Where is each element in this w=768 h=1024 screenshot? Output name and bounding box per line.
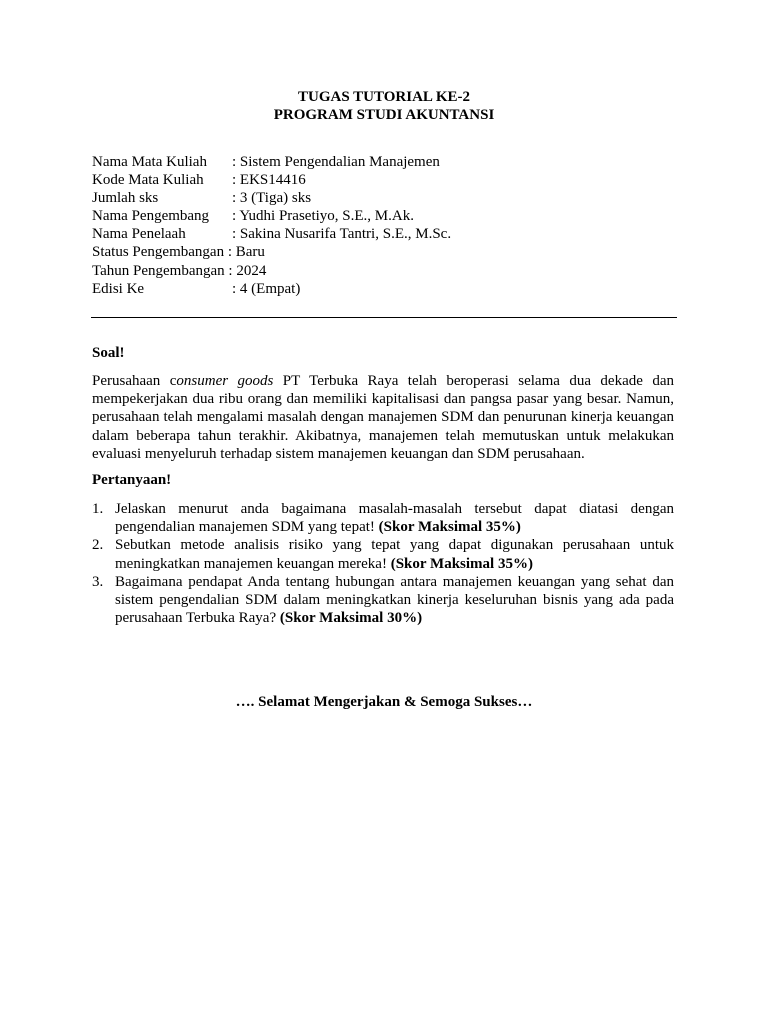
meta-value: 2024 [236,262,267,279]
meta-value-wrap: : Sakina Nusarifa Tantri, S.E., M.Sc. [232,226,452,243]
soal-heading: Soal! [92,345,125,361]
course-info [92,153,692,298]
question-score: (Skor Maksimal 35%) [378,519,521,536]
question-score: (Skor Maksimal 35%) [390,555,533,572]
meta-row-reviewer [92,225,692,243]
question-number: 3. [92,573,104,590]
meta-row-course-code [92,171,692,189]
meta-label: Jumlah sks [92,190,159,207]
question-number: 2. [92,537,104,554]
meta-row-credits [92,189,692,207]
meta-value-wrap: : EKS14416 [232,172,306,189]
meta-row-course-name [92,153,692,171]
case-text-rest: PT Terbuka Raya telah beroperasi selama dua dekade dan mempekerjakan dua ribu orang dan memiliki kapitalisasi dan pangsa pasar yang besar. Namun, perusahaan telah mengalami masalah dengan manajemen SDM dan penurunan kinerja keuangan dalam beberapa tahun terakhir. Akibatnya, manajemen telah memutuskan untuk melakukan evaluasi menyeluruh terhadap sistem manajemen keuangan dan SDM perusahaan. [92,373,674,462]
case-text-start: Perusahaan c [92,373,177,389]
question-item [92,536,674,572]
meta-value: 4 (Empat) [239,280,301,297]
meta-value: Baru [235,244,265,261]
meta-label: Kode Mata Kuliah [92,172,204,189]
meta-value-wrap: : 3 (Tiga) sks [232,190,312,207]
question-text: Bagaimana pendapat Anda tentang hubungan antara manajemen keuangan yang sehat dan sistem pengendalian SDM dalam meningkatkan kinerja keseluruhan bisnis yang ada pada perusahaan Terbuka Raya? [115,573,674,627]
question-text: Jelaskan menurut anda bagaimana masalah-masalah tersebut dapat diatasi dengan pengendalian manajemen SDM yang tepat! [115,501,674,536]
question-item [92,500,674,536]
meta-value: EKS14416 [239,172,306,189]
meta-label: Tahun Pengembangan [92,262,225,279]
meta-row-year [92,262,692,280]
meta-value: Sistem Pengendalian Manajemen [239,154,440,170]
meta-value: Yudhi Prasetiyo, S.E., M.Ak. [239,208,414,225]
meta-value-wrap: : Sistem Pengendalian Manajemen [232,154,440,170]
meta-label: Edisi Ke [92,280,145,297]
question-item [92,573,674,628]
meta-value: 3 (Tiga) sks [239,190,312,207]
meta-row-developer [92,207,692,225]
page-subtitle: PROGRAM STUDI AKUNTANSI [273,107,495,123]
meta-value: Sakina Nusarifa Tantri, S.E., M.Sc. [239,226,452,243]
meta-label: Status Pengembangan [92,244,225,261]
meta-row-edition [92,280,692,298]
question-list [92,500,674,627]
meta-value-wrap: : Yudhi Prasetiyo, S.E., M.Ak. [232,208,414,225]
horizontal-divider [91,317,677,318]
page-title: TUGAS TUTORIAL KE-2 [298,89,470,105]
question-score: (Skor Maksimal 30%) [279,610,423,627]
meta-value-wrap: : Baru [227,244,265,261]
question-text: Sebutkan metode analisis risiko yang tepat yang dapat digunakan perusahaan untuk meningkatkan manajemen keuangan mereka! [115,537,674,572]
closing-message: …. Selamat Mengerjakan & Semoga Sukses… [235,694,533,710]
case-paragraph [92,372,674,463]
meta-label: Nama Pengembang [92,208,210,225]
case-text-italic: onsumer goods [176,373,274,389]
meta-row-status [92,243,692,261]
meta-label: Nama Mata Kuliah [92,154,207,170]
meta-value-wrap: : 4 (Empat) [232,280,301,297]
meta-value-wrap: : 2024 [228,262,267,279]
meta-label: Nama Penelaah [92,226,186,243]
question-number: 1. [92,501,104,517]
questions-heading: Pertanyaan! [92,472,172,488]
